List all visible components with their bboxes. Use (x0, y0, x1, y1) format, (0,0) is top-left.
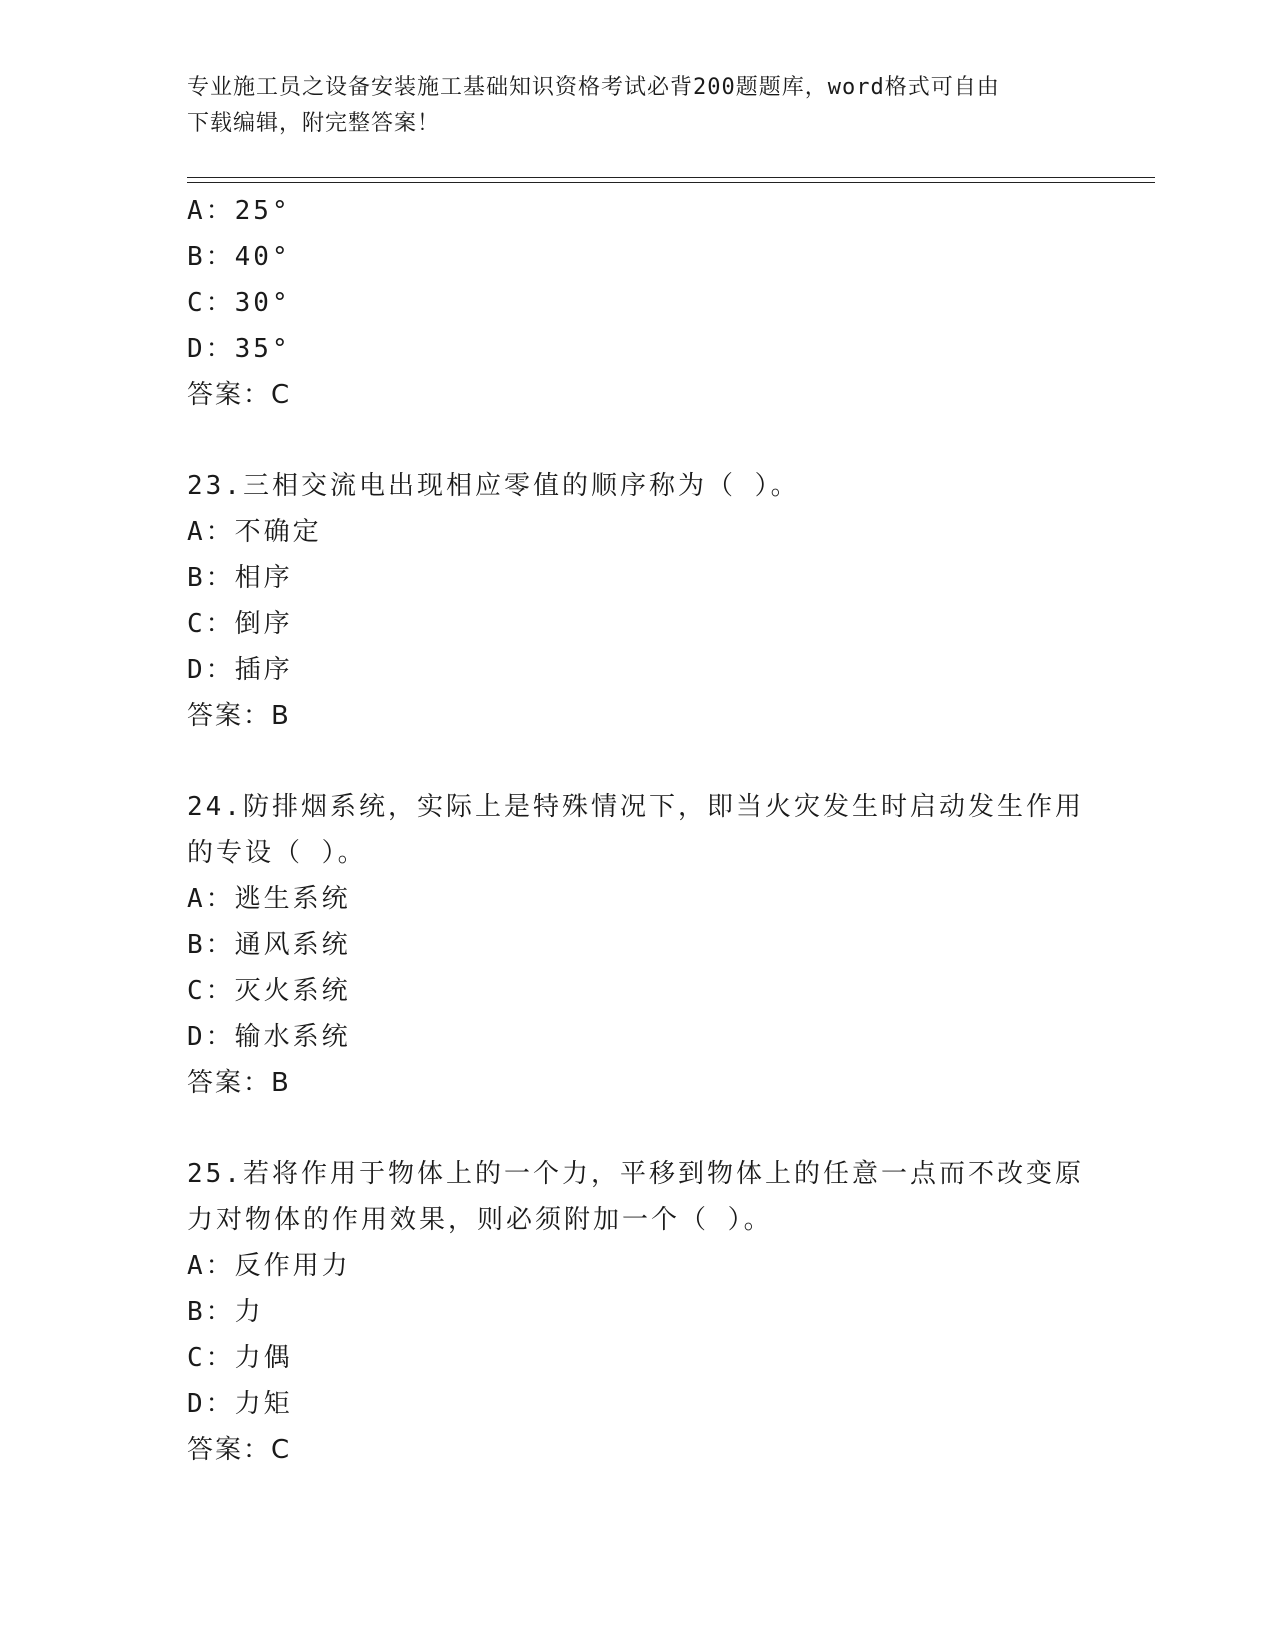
question-block-continued (187, 188, 1087, 418)
option-d: D：35° (187, 334, 291, 364)
answer-line: 答案：B (187, 701, 291, 731)
option-a: A：25° (187, 196, 291, 226)
question-stem: 23.三相交流电出现相应零值的顺序称为（ ）。 (187, 471, 800, 501)
option-a: A：不确定 (187, 517, 322, 547)
option-b: B：40° (187, 242, 291, 272)
question-stem-line-2: 的专设（ ）。 (187, 838, 367, 868)
question-23 (187, 463, 1087, 739)
header-divider-bottom (187, 182, 1155, 183)
option-d: D：力矩 (187, 1389, 293, 1419)
question-stem-line-1: 25.若将作用于物体上的一个力，平移到物体上的任意一点而不改变原 (187, 1159, 1084, 1189)
header-divider-top (187, 177, 1155, 178)
option-b: B：相序 (187, 563, 293, 593)
option-c: C：力偶 (187, 1343, 293, 1373)
option-b: B：力 (187, 1297, 264, 1327)
header-line-1: 专业施工员之设备安装施工基础知识资格考试必背200题题库，word格式可自由 (187, 75, 1000, 100)
answer-line: 答案：B (187, 1068, 291, 1098)
option-a: A：反作用力 (187, 1251, 351, 1281)
answer-line: 答案：C (187, 1435, 292, 1465)
header-line-2: 下载编辑，附完整答案！ (187, 111, 441, 136)
option-c: C：30° (187, 288, 291, 318)
document-header (187, 70, 1067, 142)
answer-line: 答案：C (187, 380, 292, 410)
question-stem-line-1: 24.防排烟系统，实际上是特殊情况下，即当火灾发生时启动发生作用 (187, 792, 1084, 822)
option-d: D：插序 (187, 655, 293, 685)
option-c: C：灭火系统 (187, 976, 351, 1006)
question-stem-line-2: 力对物体的作用效果，则必须附加一个（ ）。 (187, 1205, 773, 1235)
option-d: D：输水系统 (187, 1022, 351, 1052)
option-b: B：通风系统 (187, 930, 351, 960)
option-a: A：逃生系统 (187, 884, 351, 914)
question-24 (187, 784, 1087, 1106)
question-list (187, 188, 1087, 1473)
option-c: C：倒序 (187, 609, 293, 639)
question-25 (187, 1151, 1087, 1473)
